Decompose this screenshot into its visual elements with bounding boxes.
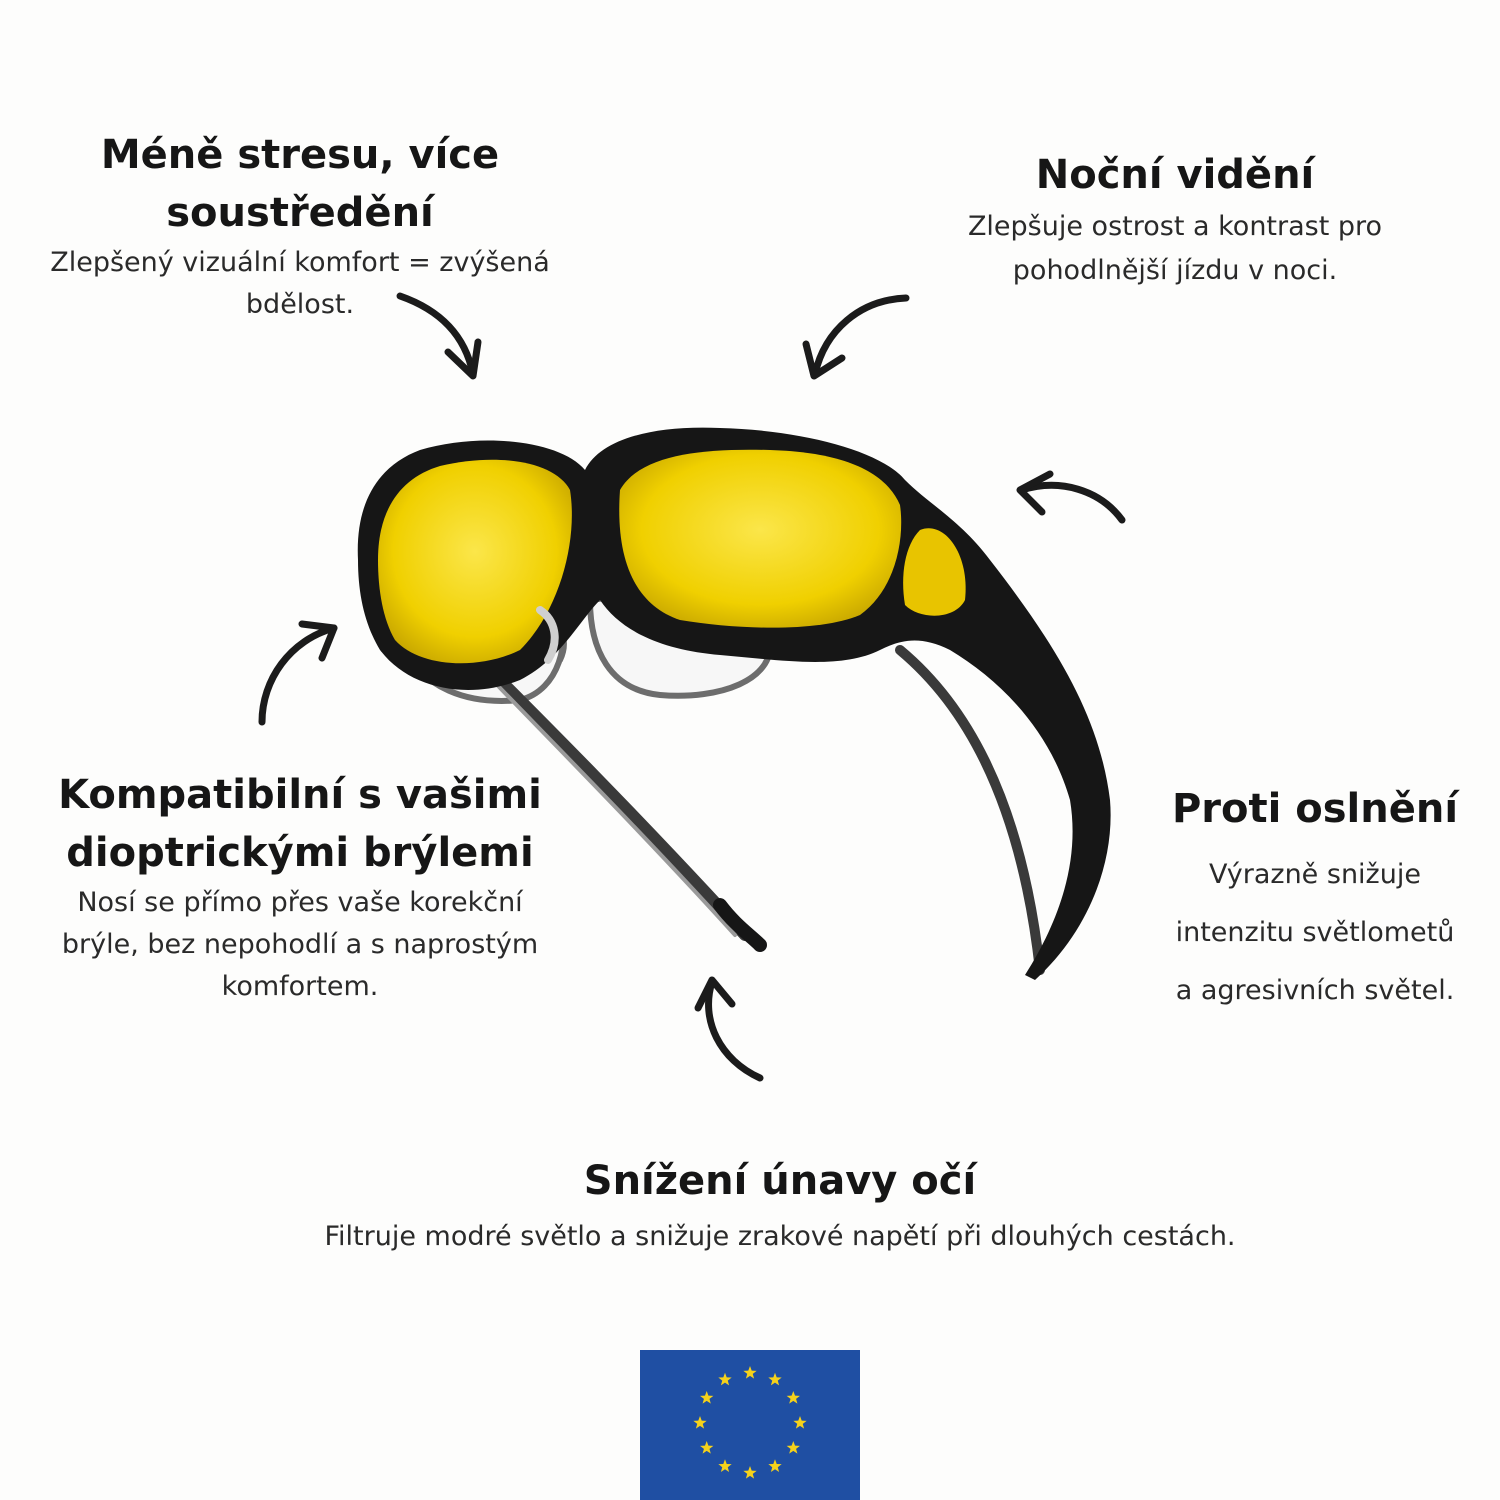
arrow-icon bbox=[262, 624, 334, 722]
feature-compatible-desc-line3: komfortem. bbox=[221, 971, 379, 1002]
arrow-icon bbox=[698, 980, 760, 1078]
feature-compatible-desc-line1: Nosí se přímo přes vaše korekční bbox=[77, 887, 523, 918]
arrow-icon bbox=[1020, 474, 1122, 520]
feature-compatible-title-line2: dioptrickými brýlemi bbox=[66, 830, 534, 876]
feature-stress-desc-line1: Zlepšený vizuální komfort = zvýšená bbox=[50, 247, 550, 278]
feature-night-desc-line2: pohodlnější jízdu v noci. bbox=[1012, 255, 1338, 286]
feature-stress-title-line1: Méně stresu, více bbox=[100, 132, 500, 178]
feature-stress-desc-line2: bdělost. bbox=[245, 289, 355, 320]
arrow-icon bbox=[400, 296, 478, 376]
feature-fatigue-title: Snížení únavy očí bbox=[583, 1158, 977, 1204]
feature-glare-desc-line3: a agresivních světel. bbox=[1175, 975, 1455, 1006]
feature-glare-desc-line2: intenzitu světlometů bbox=[1175, 917, 1455, 948]
feature-night-title: Noční vidění bbox=[1035, 152, 1315, 198]
feature-fatigue-desc: Filtruje modré světlo a snižuje zrakové napětí při dlouhých cestách. bbox=[324, 1221, 1236, 1252]
feature-compatible-desc-line2: brýle, bez nepohodlí a s naprostým bbox=[61, 929, 539, 960]
eu-flag-icon bbox=[640, 1350, 860, 1500]
feature-stress-title-line2: soustředění bbox=[166, 190, 434, 236]
feature-glare-desc-line1: Výrazně snižuje bbox=[1209, 859, 1421, 890]
feature-night-desc-line1: Zlepšuje ostrost a kontrast pro bbox=[967, 211, 1383, 242]
glasses-image bbox=[358, 428, 1111, 980]
feature-glare-title: Proti oslnění bbox=[1171, 786, 1459, 832]
arrow-icon bbox=[806, 298, 906, 376]
feature-compatible-title-line1: Kompatibilní s vašimi bbox=[58, 772, 542, 818]
